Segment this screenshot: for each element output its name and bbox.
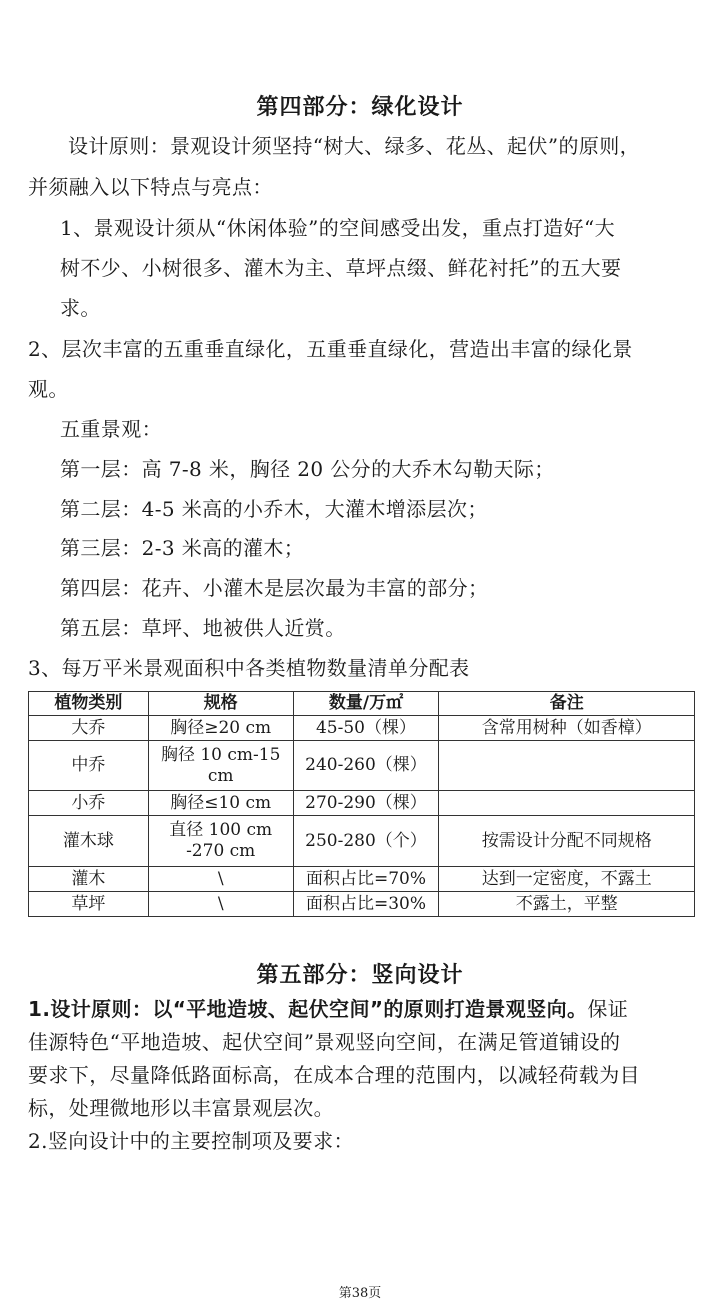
cell-type: 灌木球 [29,816,149,867]
cell-quantity: 250-280（个） [293,816,439,867]
cell-type: 大乔 [29,716,149,741]
table-row [29,741,695,791]
section5-line: 标，处理微地形以丰富景观层次。 [28,1096,334,1120]
cell-note: 达到一定密度，不露土 [439,867,695,892]
cell-spec: \ [148,867,293,892]
layer-line: 第四层：花卉、小灌木是层次最为丰富的部分； [60,576,489,600]
cell-quantity: 270-290（棵） [293,791,439,816]
table-row [29,791,695,816]
cell-quantity: 面积占比=70% [293,867,439,892]
cell-quantity: 面积占比=30% [293,892,439,917]
spec-line: 直径 100 cm [169,820,273,840]
table-row [29,816,695,867]
table-caption: 3、每万平米景观面积中各类植物数量清单分配表 [28,656,470,680]
section4-line: 树不少、小树很多、灌木为主、草坪点缀、鲜花衬托”的五大要 [60,256,622,280]
spec-line: cm [207,765,234,786]
section5-line: 2.竖向设计中的主要控制项及要求： [28,1129,354,1153]
section4-line: 设计原则：景观设计须坚持“树大、绿多、花丛、起伏”的原则， [68,134,641,158]
section4-line: 观。 [28,377,69,401]
cell-spec: 胸径≤10 cm [148,791,293,816]
table-row [29,867,695,892]
cell-note [439,741,695,791]
layer-line: 第五层：草坪、地被供人近赏。 [60,616,346,640]
layer-line: 第三层：2-3 米高的灌木； [60,536,305,560]
cell-type: 草坪 [29,892,149,917]
section5-line: 要求下，尽量降低路面标高，在成本合理的范围内，以减轻荷载为目 [28,1063,640,1087]
design-principle-rest: 保证 [587,997,629,1021]
section4-title: 第四部分：绿化设计 [256,95,464,120]
section4-line: 并须融入以下特点与亮点： [28,175,273,199]
cell-type: 小乔 [29,791,149,816]
cell-note: 不露土，平整 [439,892,695,917]
cell-quantity: 45-50（棵） [293,716,439,741]
section4-line: 2、层次丰富的五重垂直绿化，五重垂直绿化，营造出丰富的绿化景 [28,337,633,361]
section5-title: 第五部分：竖向设计 [256,963,464,988]
cell-note: 含常用树种（如香樟） [439,716,695,741]
section5-line [28,993,628,1022]
design-principle-lead: 1.设计原则：以“平地造坡、起伏空间”的原则打造景观竖向。 [28,997,588,1021]
spec-line: -270 cm [186,841,256,861]
cell-note: 按需设计分配不同规格 [439,816,695,867]
spec-line: 胸径 10 cm-15 [160,744,281,765]
header-note: 备注 [439,692,695,716]
cell-quantity: 240-260（棵） [293,741,439,791]
cell-spec: \ [148,892,293,917]
table-header-row [29,692,695,716]
header-quantity: 数量/万㎡ [293,692,439,716]
cell-spec: 胸径≥20 cm [148,716,293,741]
layer-line: 第一层：高 7-8 米，胸径 20 公分的大乔木勾勒天际； [60,457,555,481]
layer-line: 第二层：4-5 米高的小乔木，大灌木增添层次； [60,497,488,521]
header-spec: 规格 [148,692,293,716]
plant-quantity-table [28,691,695,917]
section5-line: 佳源特色“平地造坡、起伏空间”景观竖向空间，在满足管道铺设的 [28,1030,621,1054]
cell-spec [148,816,293,867]
section4-line: 1、景观设计须从“休闲体验”的空间感受出发，重点打造好“大 [60,216,615,240]
cell-note [439,791,695,816]
table-row [29,716,695,741]
section4-line: 五重景观： [60,417,162,441]
page-number: 第38页 [338,1286,382,1301]
section4-line: 求。 [60,296,101,320]
table-row [29,892,695,917]
cell-type: 中乔 [29,741,149,791]
header-plant-type: 植物类别 [29,692,149,716]
cell-type: 灌木 [29,867,149,892]
cell-spec [148,741,293,791]
